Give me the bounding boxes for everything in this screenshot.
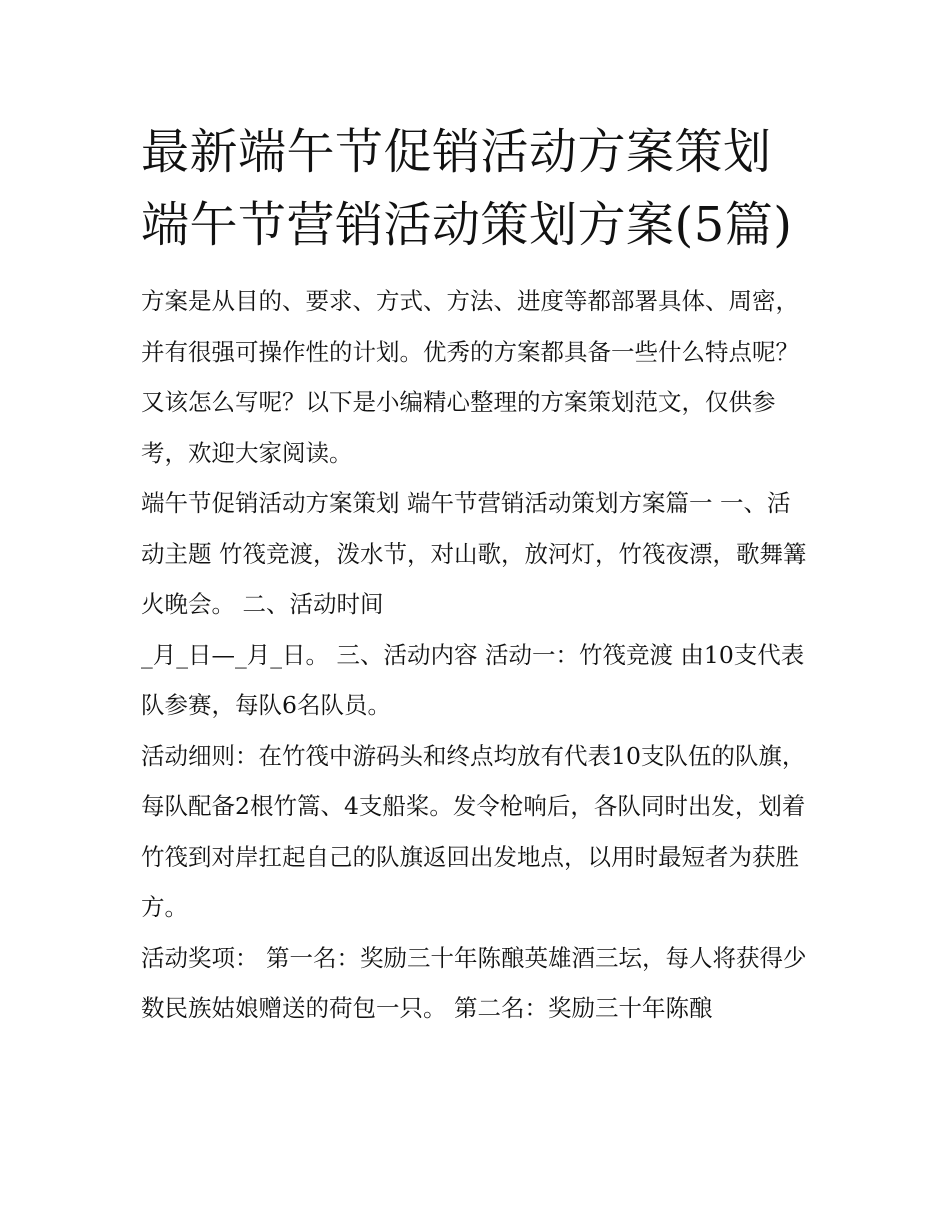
paragraph-schedule: _月_日—_月_日。 三、活动内容 活动一：竹筏竞渡 由10支代表队参赛，每队6名队员。 xyxy=(141,640,805,719)
paragraph-theme: 端午节促销活动方案策划 端午节营销活动策划方案篇一 一、活动主题 竹筏竞渡，泼水节，对山歌，放河灯，竹筏夜漂，歌舞篝火晚会。 二、活动时间 xyxy=(141,489,807,618)
paragraph-awards: 活动奖项： 第一名：奖励三十年陈酿英雄酒三坛，每人将获得少数民族姑娘赠送的荷包一只。 第二名：奖励三十年陈酿 xyxy=(141,943,807,1022)
paragraph-rules: 活动细则：在竹筏中游码头和终点均放有代表10支队伍的队旗，每队配备2根竹篙、4支船桨。发令枪响后，各队同时出发，划着竹筏到对岸扛起自己的队旗返回出发地点，以用时最短者为获胜方。 xyxy=(141,741,806,921)
paragraph-intro: 方案是从目的、要求、方式、方法、进度等都部署具体、周密，并有很强可操作性的计划。优秀的方案都具备一些什么特点呢？又该怎么写呢？以下是小编精心整理的方案策划范文，仅供参考，欢迎大家阅读。 xyxy=(141,287,799,467)
document-title: 最新端午节促销活动方案策划 端午节营销活动策划方案(5篇) xyxy=(141,124,793,253)
document-page xyxy=(141,116,813,1034)
